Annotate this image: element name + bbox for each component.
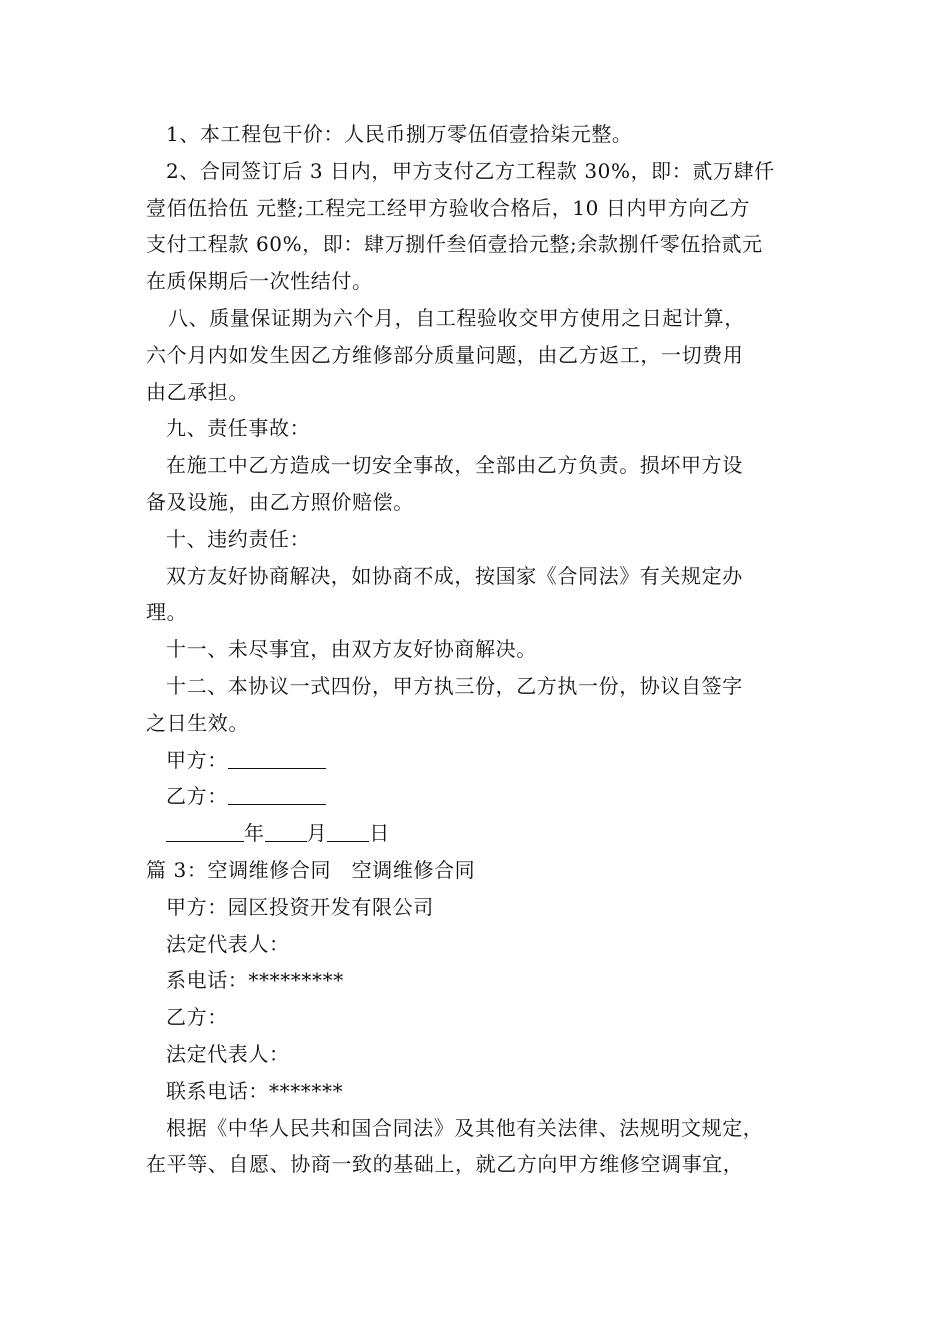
section-heading-breach: 十、违约责任： (166, 526, 311, 551)
paragraph-warranty-line-1: 八、质量保证期为六个月，自工程验收交甲方使用之日起计算， (168, 305, 745, 330)
signature-party-b-blank[interactable] (228, 782, 326, 805)
paragraph-other-matters: 十一、未尽事宜，由双方友好协商解决。 (166, 637, 537, 662)
paragraph-copies-line-2: 之日生效。 (146, 710, 249, 735)
party-b-phone: 联系电话：******* (166, 1078, 344, 1103)
paragraph-contract-price: 1、本工程包干价：人民币捌万零伍佰壹拾柒元整。 (166, 122, 633, 146)
paragraph-warranty-line-2: 六个月内如发生因乙方维修部分质量问题，由乙方返工，一切费用 (146, 342, 744, 367)
party-a-name: 甲方：园区投资开发有限公司 (166, 894, 434, 919)
paragraph-copies-line-1: 十二、本协议一式四份，甲方执三份，乙方执一份，协议自签字 (166, 673, 743, 698)
paragraph-payment-line-2: 壹佰伍拾伍 元整;工程完工经甲方验收合格后，10 日内甲方向乙方 (146, 195, 751, 220)
signature-party-b (146, 778, 814, 815)
paragraph-breach-line-2: 理。 (146, 600, 188, 625)
document-page (146, 116, 814, 1183)
paragraph-basis-line-1: 根据《中华人民共和国合同法》及其他有关法律、法规明文规定， (166, 1115, 764, 1140)
date-month-label: 月 (306, 821, 328, 846)
party-a-phone: 系电话：********* (166, 968, 344, 993)
signature-party-a-blank[interactable] (228, 746, 326, 769)
signature-party-a (146, 742, 814, 779)
party-a-representative: 法定代表人： (166, 931, 290, 956)
paragraph-basis-line-2: 在平等、自愿、协商一致的基础上，就乙方向甲方维修空调事宜， (146, 1152, 744, 1177)
party-b-name: 乙方： (166, 1005, 228, 1030)
signature-party-b-label: 乙方： (166, 784, 228, 809)
date-year-label: 年 (244, 821, 265, 846)
contract-heading: 篇 3：空调维修合同 空调维修合同 (146, 857, 476, 882)
date-year-blank[interactable] (166, 819, 244, 842)
section-heading-liability: 九、责任事故： (166, 416, 311, 441)
paragraph-liability-line-1: 在施工中乙方造成一切安全事故，全部由乙方负责。损坏甲方设 (166, 453, 743, 478)
party-b-representative: 法定代表人： (166, 1041, 290, 1066)
paragraph-breach-line-1: 双方友好协商解决，如协商不成，按国家《合同法》有关规定办 (166, 563, 743, 588)
signature-party-a-label: 甲方： (166, 747, 228, 772)
paragraph-payment-line-4: 在质保期后一次性结付。 (146, 269, 373, 294)
date-day-blank[interactable] (327, 819, 369, 842)
paragraph-payment-line-3: 支付工程款 60%，即：肆万捌仟叁佰壹拾元整;余款捌仟零伍拾贰元 (146, 232, 763, 257)
signature-date (146, 815, 814, 852)
date-month-blank[interactable] (265, 819, 307, 842)
date-day-label: 日 (369, 821, 390, 846)
paragraph-warranty-line-3: 由乙承担。 (146, 379, 249, 404)
paragraph-liability-line-2: 备及设施，由乙方照价赔偿。 (146, 489, 414, 514)
paragraph-payment-line-1: 2、合同签订后 3 日内，甲方支付乙方工程款 30%，即：贰万肆仟 (166, 158, 775, 183)
